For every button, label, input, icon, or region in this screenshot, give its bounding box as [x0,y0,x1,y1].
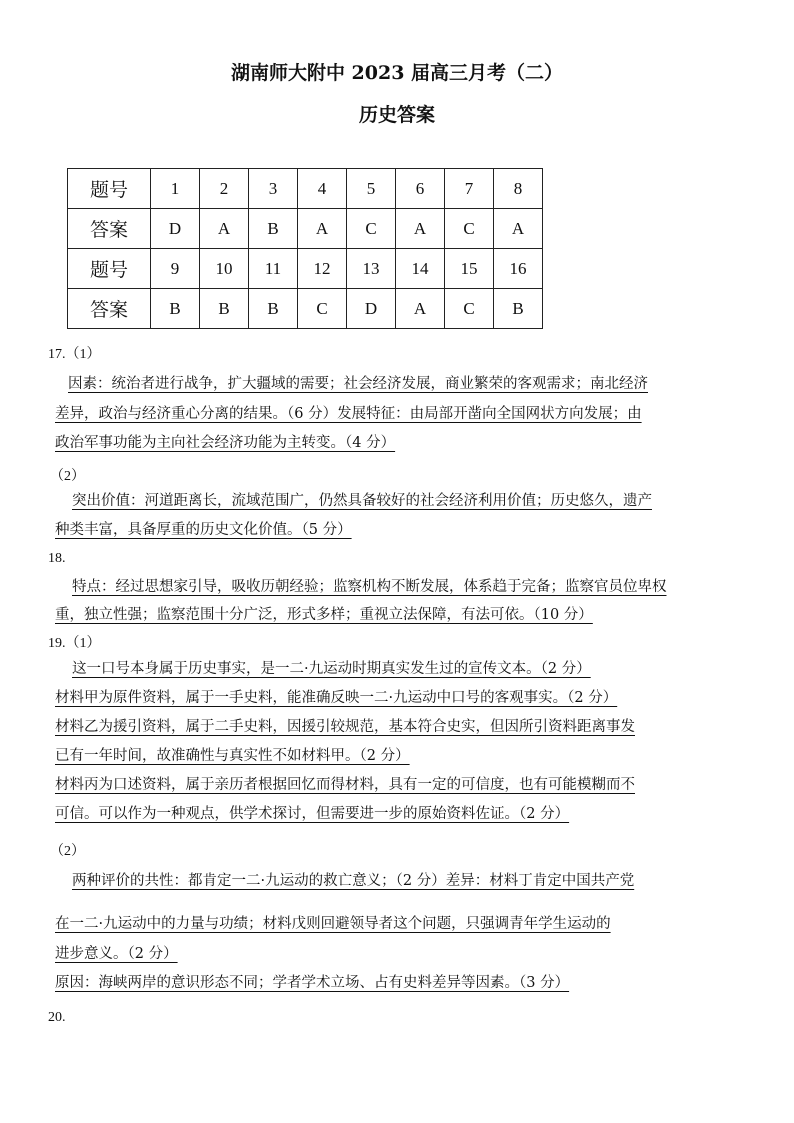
answer-cell: C [347,209,396,249]
question-number: 16 [494,249,543,289]
q19-label-1: 19.（1） [48,636,101,651]
table-row [68,169,543,209]
question-number: 10 [200,249,249,289]
page-subtitle: 历史答案 [358,104,435,126]
answer-table [67,168,543,329]
answer-cell: C [445,209,494,249]
q19-label-2: （2） [50,844,85,859]
q19-line: 在一二·九运动中的力量与功绩；材料戊则回避领导者这个问题，只强调青年学生运动的 [55,916,611,932]
answer-cell: B [151,289,200,329]
row-label-question: 题号 [68,249,151,289]
question-number: 8 [494,169,543,209]
answer-cell: B [494,289,543,329]
q19-line: 两种评价的共性：都肯定一二·九运动的救亡意义；（2 分）差异：材料丁肯定中国共产党 [72,873,635,889]
question-number: 7 [445,169,494,209]
answer-cell: A [494,209,543,249]
answer-cell: A [396,209,445,249]
q17-line: 种类丰富，具备厚重的历史文化价值。（5 分） [55,522,352,538]
q19-line: 可信。可以作为一种观点，供学术探讨，但需要进一步的原始资料佐证。（2 分） [55,806,570,822]
question-number: 4 [298,169,347,209]
row-label-answer: 答案 [68,209,151,249]
q19-line: 这一口号本身属于历史事实，是一二·九运动时期真实发生过的宣传文本。（2 分） [72,661,591,677]
question-number: 11 [249,249,298,289]
answer-cell: A [200,209,249,249]
q19-line: 进步意义。（2 分） [55,946,178,962]
question-number: 15 [445,249,494,289]
q19-line: 材料甲为原件资料，属于一手史料，能准确反映一二·九运动中口号的客观事实。（2 分） [55,690,618,706]
q18-line: 重，独立性强；监察范围十分广泛，形式多样；重视立法保障，有法可依。（10 分） [55,607,593,623]
q17-line: 因素：统治者进行战争，扩大疆域的需要；社会经济发展，商业繁荣的客观需求；南北经济 [68,376,648,392]
question-number: 12 [298,249,347,289]
table-row [68,209,543,249]
answer-cell: C [298,289,347,329]
row-label-question: 题号 [68,169,151,209]
q20-label: 20. [48,1010,66,1025]
row-label-answer: 答案 [68,289,151,329]
question-number: 2 [200,169,249,209]
q19-line: 材料丙为口述资料，属于亲历者根据回忆而得材料，具有一定的可信度，也有可能模糊而不 [55,777,635,793]
page-title: 湖南师大附中 2023 届高三月考（二） [230,62,564,84]
q17-label-2: （2） [50,469,85,484]
answer-cell: B [200,289,249,329]
question-number: 1 [151,169,200,209]
q18-label: 18. [48,551,66,566]
q19-line: 原因：海峡两岸的意识形态不同；学者学术立场、占有史料差异等因素。（3 分） [55,975,570,991]
question-number: 5 [347,169,396,209]
answer-cell: C [445,289,494,329]
q17-line: 差异，政治与经济重心分离的结果。（6 分）发展特征：由局部开凿向全国网状方向发展；由 [55,406,642,422]
question-number: 6 [396,169,445,209]
q17-line: 突出价值：河道距离长，流域范围广，仍然具备较好的社会经济利用价值；历史悠久，遗产 [72,493,652,509]
answer-cell: D [347,289,396,329]
table-row [68,249,543,289]
answer-cell: B [249,209,298,249]
q17-label-1: 17.（1） [48,347,101,362]
q19-line: 材料乙为援引资料，属于二手史料，因援引较规范，基本符合史实，但因所引资料距离事发 [55,719,635,735]
answer-cell: D [151,209,200,249]
answer-cell: B [249,289,298,329]
q18-line: 特点：经过思想家引导，吸收历朝经验；监察机构不断发展，体系趋于完备；监察官员位卑权 [72,579,667,595]
question-number: 14 [396,249,445,289]
q17-line: 政治军事功能为主向社会经济功能为主转变。（4 分） [55,435,396,451]
question-number: 9 [151,249,200,289]
answer-cell: A [396,289,445,329]
question-number: 3 [249,169,298,209]
table-row [68,289,543,329]
answer-cell: A [298,209,347,249]
q19-line: 已有一年时间，故准确性与真实性不如材料甲。（2 分） [55,748,410,764]
question-number: 13 [347,249,396,289]
